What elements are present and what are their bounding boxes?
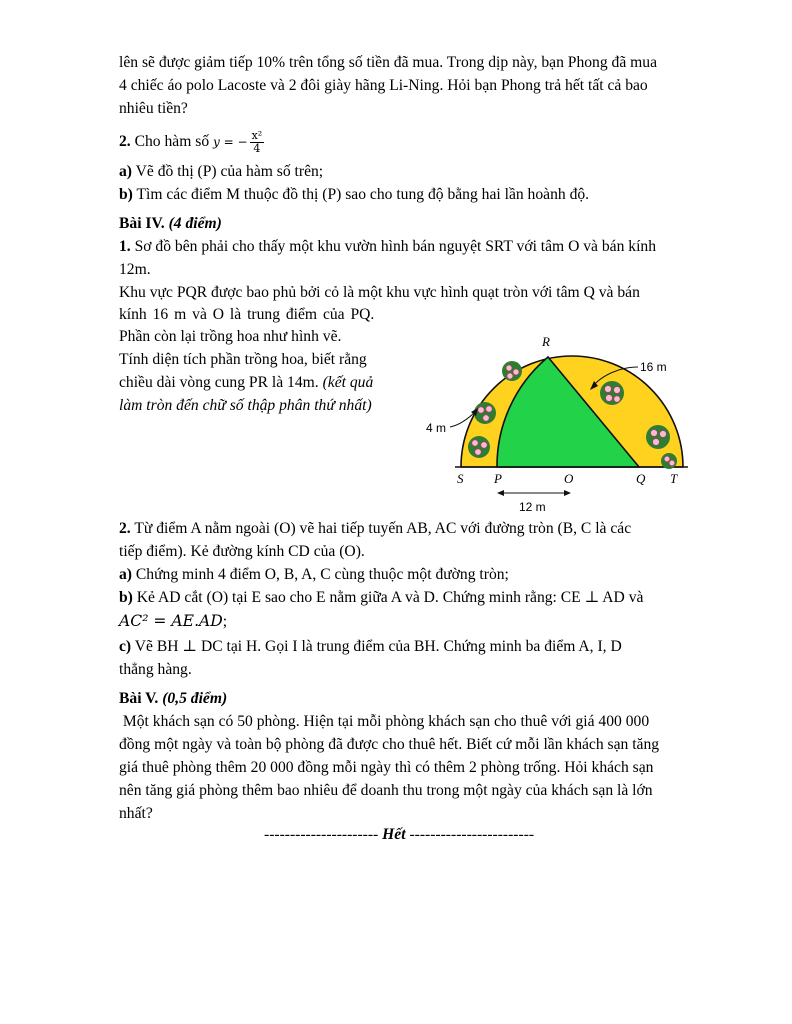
bai5-line-3: giá thuê phòng thêm 20 000 đồng mỗi ngày thì có thêm 2 phòng trống. Hỏi khách sạn	[119, 759, 654, 776]
bai4-p2-label: 2.	[119, 520, 131, 537]
bai4-p1-text1: Sơ đồ bên phải cho thấy một khu vườn hình bán nguyệt SRT với tâm O và bán kính	[134, 238, 656, 255]
q2-a	[119, 162, 323, 182]
q2-b-label: b)	[119, 186, 133, 203]
dimension-arrow-left	[497, 490, 504, 496]
bai4-title: Bài IV.	[119, 215, 165, 232]
bai4-b-formula-end: ;	[222, 613, 228, 630]
bai4-b-text: Kẻ AD cắt (O) tại E sao cho E nằm giữa A và D. Chứng minh rằng: CE ⊥ AD và	[136, 589, 644, 606]
end-dashes-right: ------------------------	[409, 826, 535, 843]
bai4-p2-c	[119, 637, 622, 657]
bai5-points: (0,5 điểm)	[162, 690, 228, 707]
flower-bush-4	[600, 381, 624, 405]
bai4-p1-line4: kính 16 m và O là trung điểm của PQ.	[119, 306, 375, 323]
bai4-p1-line5: Phần còn lại trồng hoa như hình vẽ.	[119, 328, 342, 345]
q2-fraction	[250, 130, 265, 155]
label-12m: 12 m	[519, 500, 546, 514]
flower-bush-5	[646, 425, 670, 449]
label-Q: Q	[636, 471, 646, 486]
bai4-p2-line1	[119, 519, 631, 539]
bai4-points: (4 điểm)	[168, 215, 222, 232]
flower-bush-6	[661, 453, 677, 469]
q2-a-label: a)	[119, 163, 132, 180]
q2-b-text: Tìm các điểm M thuộc đồ thị (P) sao cho tung độ bằng hai lần hoành độ.	[136, 186, 590, 203]
bai4-heading	[119, 214, 222, 234]
q2-statement	[119, 130, 264, 155]
label-S: S	[457, 471, 464, 486]
end-marker	[264, 825, 534, 845]
bai4-p1-line7b: (kết quả	[322, 374, 374, 391]
flower-bush-2	[474, 402, 496, 424]
end-dashes-left: ----------------------	[264, 826, 379, 843]
intro-line-1: lên sẽ được giảm tiếp 10% trên tổng số tiền đã mua. Trong dịp này, bạn Phong đã mua	[119, 54, 657, 71]
bai4-p1-line7	[119, 373, 373, 393]
bai5-line-1: Một khách sạn có 50 phòng. Hiện tại mỗi phòng khách sạn cho thuê với giá 400 000	[119, 713, 650, 730]
label-R: R	[542, 334, 550, 349]
bai4-p1-line3: Khu vực PQR được bao phủ bởi cỏ là một khu vực hình quạt tròn với tâm Q và bán	[119, 284, 640, 301]
flower-bush-3	[502, 361, 522, 381]
bai5-line-4: nên tăng giá phòng thêm bao nhiêu để doanh thu trong một ngày của khách sạn là lớn	[119, 782, 653, 799]
end-word: Hết	[382, 826, 406, 843]
bai4-c-label: c)	[119, 638, 132, 655]
bai4-p2-text1: Từ điểm A nằm ngoài (O) vẽ hai tiếp tuyến AB, AC với đường tròn (B, C là các	[134, 520, 632, 537]
bai4-c-text2: thẳng hàng.	[119, 661, 192, 678]
q2-text: Cho hàm số	[134, 133, 210, 151]
intro-line-2: 4 chiếc áo polo Lacoste và 2 đôi giày hãng Li-Ning. Hỏi bạn Phong trả hết tất cả bao	[119, 77, 648, 94]
bai4-p1-line7a: chiều dài vòng cung PR là 14m.	[119, 374, 319, 391]
semicircle-garden-figure	[424, 331, 694, 516]
bai5-title: Bài V.	[119, 690, 159, 707]
q2-b	[119, 185, 589, 205]
q2-formula-lhs: y = −	[213, 135, 248, 150]
intro-line-3: nhiêu tiền?	[119, 100, 188, 117]
bai4-p1-line2: 12m.	[119, 261, 151, 278]
label-T: T	[670, 471, 678, 486]
bai4-a-label: a)	[119, 566, 132, 583]
bai4-c-text: Vẽ BH ⊥ DC tại H. Gọi I là trung điểm của BH. Chứng minh ba điểm A, I, D	[134, 638, 622, 655]
bai4-p1-line8: làm tròn đến chữ số thập phân thứ nhất)	[119, 397, 372, 414]
bai5-line-2: đồng một ngày và toàn bộ phòng đã được cho thuê hết. Biết cứ mỗi lần khách sạn tăng	[119, 736, 660, 753]
bai5-heading	[119, 689, 227, 709]
label-P: P	[494, 471, 502, 486]
label-4m: 4 m	[426, 421, 447, 435]
bai5-line-5: nhất?	[119, 805, 153, 822]
bai4-b-label: b)	[119, 589, 133, 606]
flower-bush-1	[468, 436, 490, 458]
bai4-b-formula-line	[119, 611, 227, 632]
label-O: O	[564, 471, 574, 486]
bai4-p1-label: 1.	[119, 238, 131, 255]
bai4-p2-b	[119, 588, 643, 608]
bai4-p1-line6: Tính diện tích phần trồng hoa, biết rằng	[119, 351, 367, 368]
bai4-b-formula: AC² = AE.AD	[119, 612, 223, 630]
q2-frac-num: x²	[251, 129, 263, 142]
dimension-arrow-right	[564, 490, 571, 496]
q2-label: 2.	[119, 133, 131, 151]
bai4-p2-a	[119, 565, 509, 585]
bai4-p1-line1	[119, 237, 656, 257]
q2-a-text: Vẽ đồ thị (P) của hàm số trên;	[135, 163, 324, 180]
bai4-p2-line2: tiếp điểm). Kẻ đường kính CD của (O).	[119, 543, 365, 560]
q2-frac-den: 4	[253, 142, 261, 155]
label-16m: 16 m	[640, 360, 667, 374]
bai4-a-text: Chứng minh 4 điểm O, B, A, C cùng thuộc một đường tròn;	[135, 566, 509, 583]
